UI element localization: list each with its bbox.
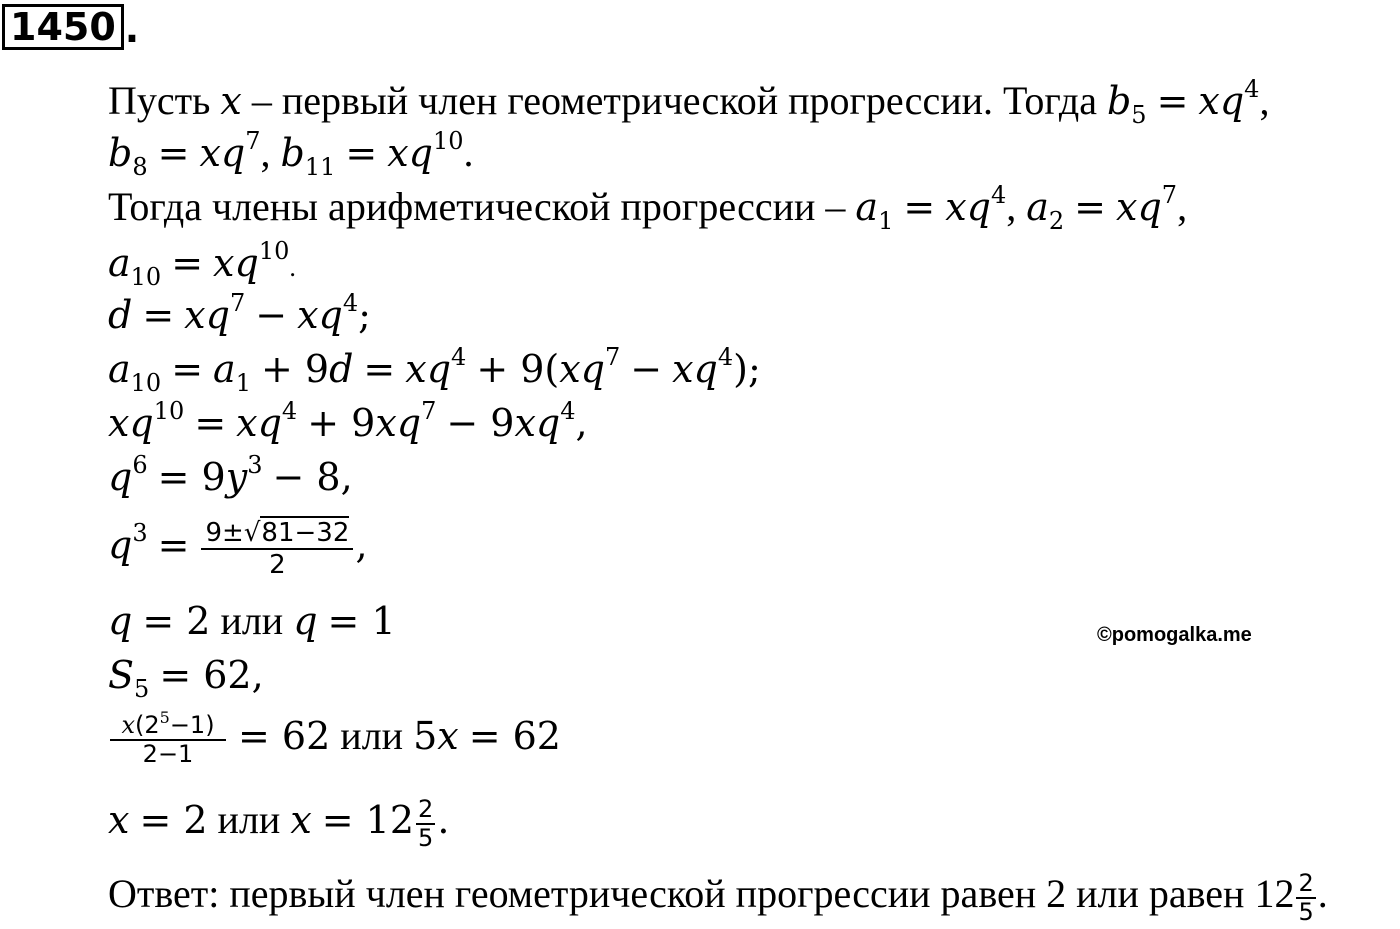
answer-line: Ответ: первый член геометрической прогрессии равен 2 или равен 12 $\frac{2}{5}$ .	[108, 869, 1328, 926]
solution-line-1: Пусть x – первый член геометрической прогрессии. Тогда $b_5 = xq^4$,	[108, 75, 1270, 129]
fraction: $\frac{9\pm√81-32}{2}$	[201, 518, 353, 580]
solution-line-3: Тогда члены арифметической прогрессии – $a_1 = xq^4$, $a_2 = xq^7$,	[108, 181, 1188, 235]
solution-line-8: $q^6 = 9y^3 - 8$,	[108, 451, 353, 499]
solution-line-12: $\frac{x(2^5-1)}{2-1}$ = 62 или 5x = 62	[108, 712, 561, 768]
fraction: $\frac{2}{5}$	[1298, 869, 1314, 926]
fraction: $\frac{2}{5}$	[418, 795, 434, 852]
problem-number: 1450 .	[2, 4, 139, 50]
watermark: ©pomogalka.me	[1097, 624, 1252, 646]
solution-line-4: $a_{10} = xq^{10}$.	[108, 237, 296, 291]
solution-line-6: $a_{10} = a_1 + 9d = xq^4 + 9(xq^7 - xq^4)$;	[108, 343, 761, 397]
problem-number-box: 1450	[2, 4, 124, 50]
solution-line-7: $xq^{10} = xq^4 + 9xq^7 - 9xq^4$,	[108, 397, 588, 445]
solution-line-5: $d = xq^7 - xq^4$;	[108, 289, 371, 337]
solution-line-11: $S_5 = 62$,	[108, 653, 264, 703]
solution-line-10: q = 2 или q = 1	[108, 598, 396, 643]
fraction: $\frac{x(2^5-1)}{2-1}$	[110, 712, 226, 768]
solution-line-2: $b_8 = xq^7$, $b_{11} = xq^{10}$.	[108, 127, 474, 181]
solution-line-13: x = 2 или x = 12 $\frac{2}{5}$ .	[108, 795, 450, 852]
solution-line-9: $q^3$ = $\frac{9\pm√81-32}{2}$ ,	[108, 518, 368, 580]
